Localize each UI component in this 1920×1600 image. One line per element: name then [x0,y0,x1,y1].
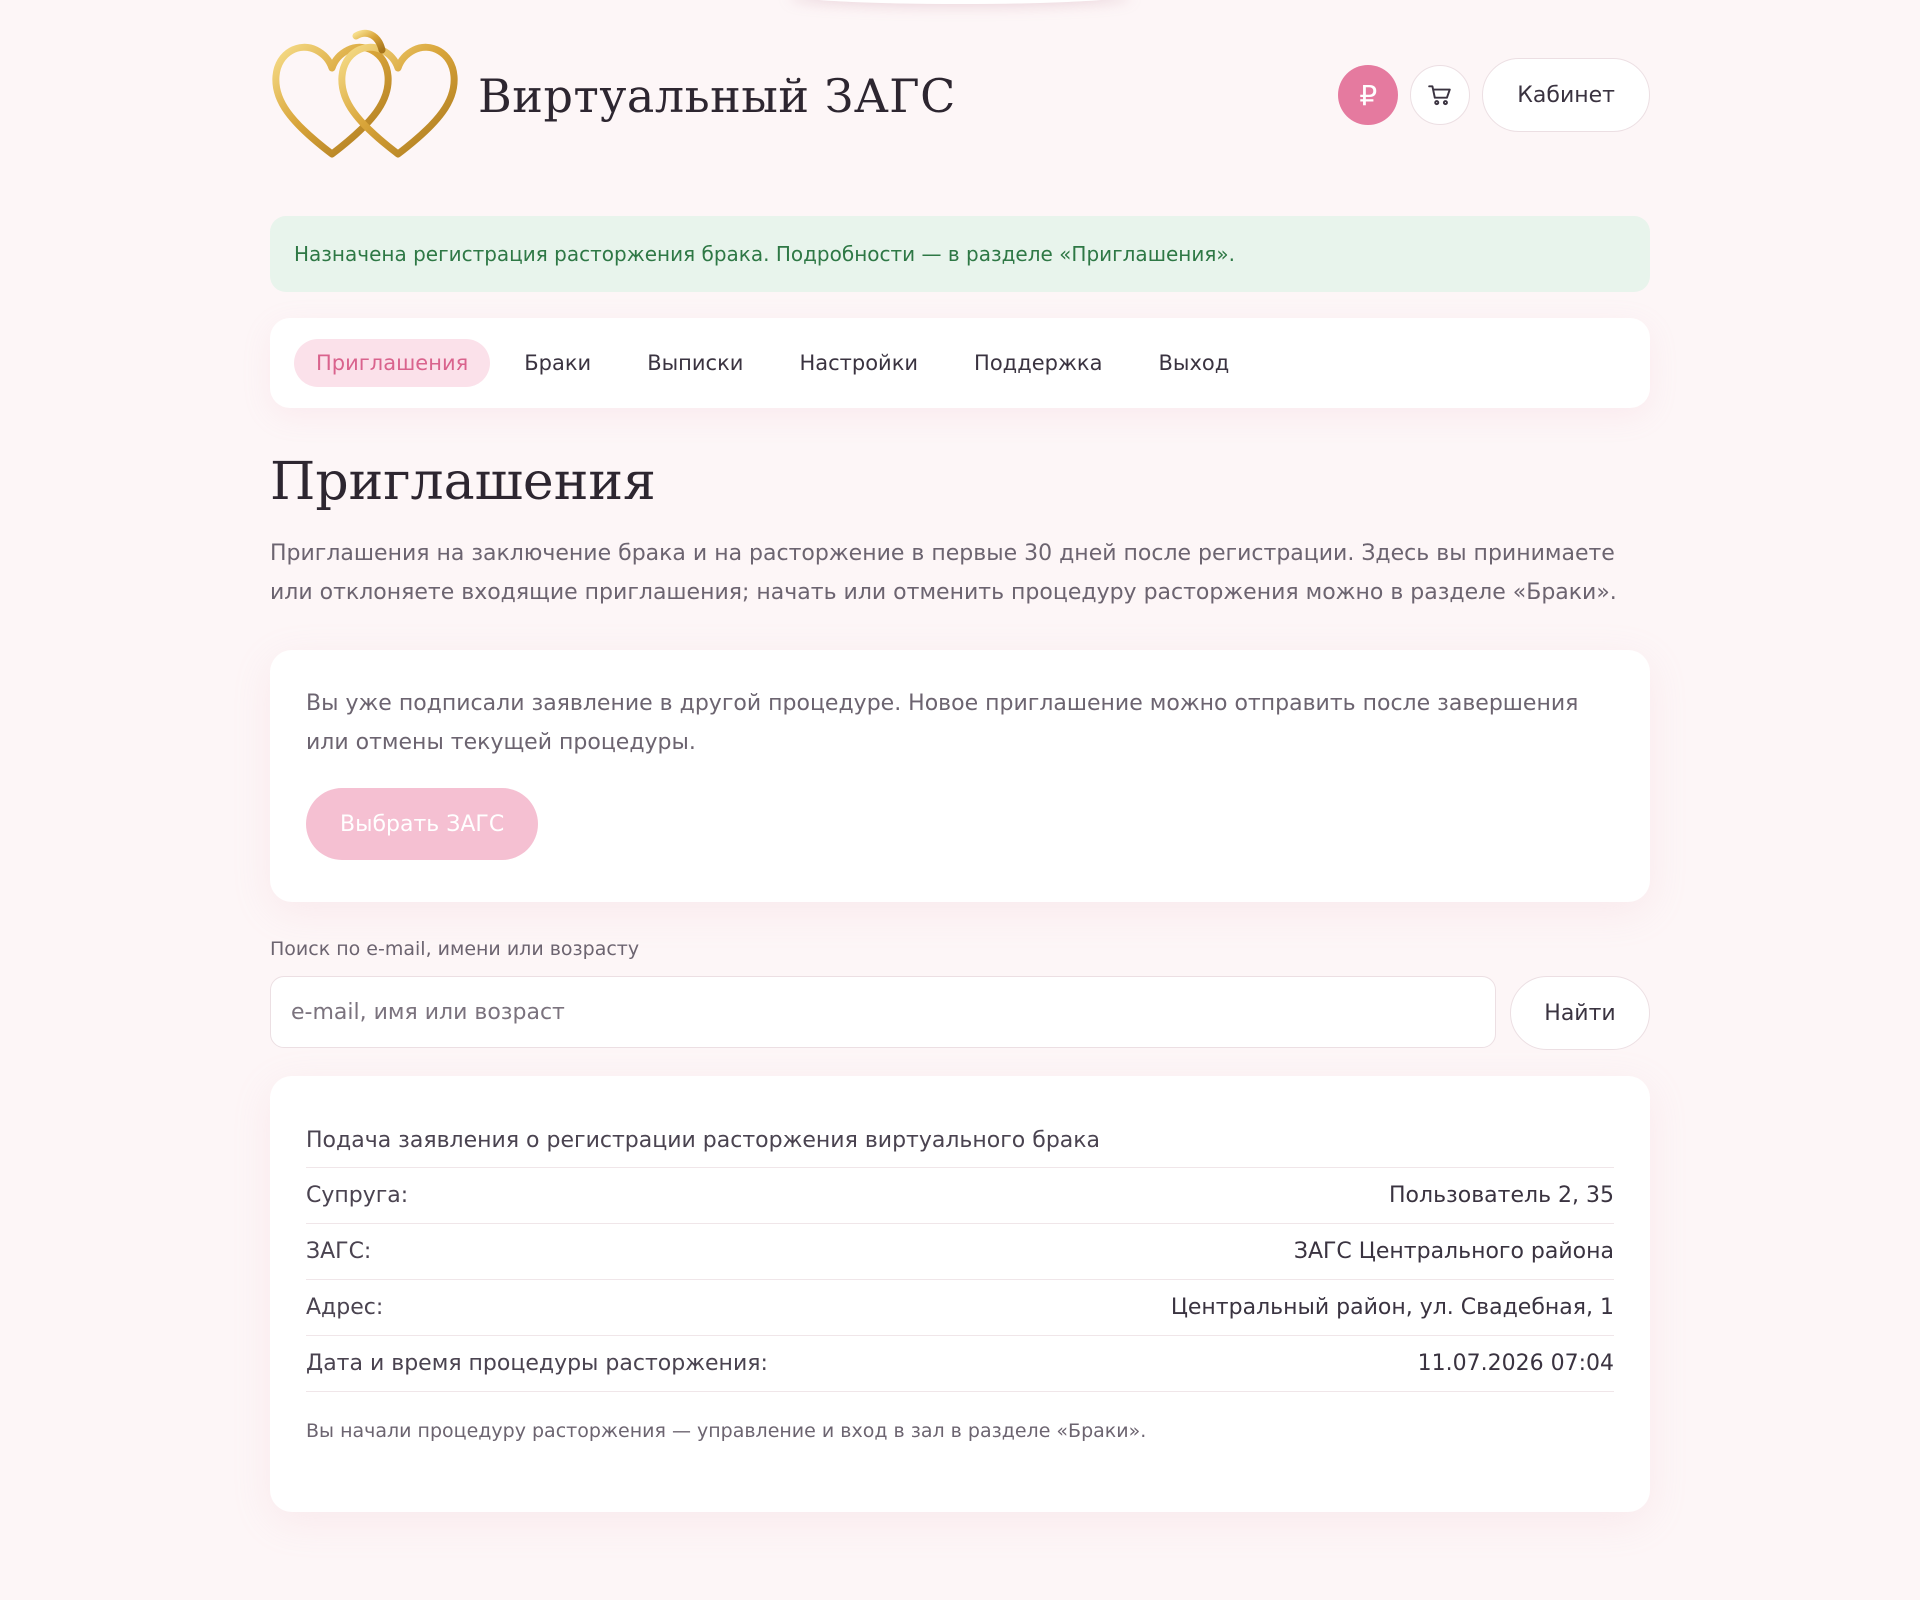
interlocked-hearts-icon [270,26,462,162]
procedure-title: Подача заявления о регистрации расторжения виртуального брака [306,1128,1614,1168]
procedure-row-address [306,1280,1614,1336]
site-header [270,0,1650,200]
info-card [270,650,1650,902]
balance-button[interactable] [1338,65,1398,125]
cart-button[interactable] [1410,65,1470,125]
site-title: Виртуальный ЗАГС [478,69,956,123]
cart-icon [1427,82,1453,108]
nav-item-support[interactable]: Поддержка [974,351,1103,375]
procedure-row-datetime [306,1336,1614,1392]
header-actions [1338,58,1650,132]
row-value: Центральный район, ул. Свадебная, 1 [1170,1295,1614,1320]
row-key: ЗАГС: [306,1239,372,1264]
main-nav [270,318,1650,408]
search-label: Поиск по e-mail, имени или возрасту [270,938,640,960]
row-key: Адрес: [306,1295,384,1320]
procedure-row-spouse [306,1168,1614,1224]
choose-zags-button[interactable]: Выбрать ЗАГС [306,788,538,860]
procedure-card [270,1076,1650,1512]
info-text: Вы уже подписали заявление в другой процедуре. Новое приглашение можно отправить после завершения или отмены текущей процедуры. [306,691,1579,755]
row-value: ЗАГС Центрального района [1293,1239,1614,1264]
nav-item-extracts[interactable]: Выписки [647,351,744,375]
logo[interactable] [270,26,956,162]
alert-text: Назначена регистрация расторжения брака. Подробности — в разделе «Приглашения». [294,242,1235,266]
success-alert [270,216,1650,292]
search-row [270,976,1650,1050]
row-key: Дата и время процедуры расторжения: [306,1351,768,1376]
page-container [270,0,1650,1512]
nav-item-settings[interactable]: Настройки [799,351,919,375]
nav-item-invitations[interactable]: Приглашения [294,339,490,387]
nav-item-logout[interactable]: Выход [1158,351,1230,375]
row-key: Супруга: [306,1183,409,1208]
row-value: 11.07.2026 07:04 [1417,1351,1614,1376]
ruble-icon: ₽ [1359,78,1378,112]
cabinet-button[interactable]: Кабинет [1482,58,1650,132]
procedure-row-zags [306,1224,1614,1280]
row-value: Пользователь 2, 35 [1389,1183,1614,1208]
find-button[interactable]: Найти [1510,976,1650,1050]
page-title: Приглашения [270,452,656,512]
procedure-note: Вы начали процедуру расторжения — управление и вход в зал в разделе «Браки». [306,1420,1147,1442]
page-description: Приглашения на заключение брака и на расторжение в первые 30 дней после регистрации. Здесь вы принимаете или отклоняете входящие приглашения; начать или отменить процедуру расторжения можно в разделе «Браки». [270,541,1617,605]
nav-item-marriages[interactable]: Браки [524,351,592,375]
search-input[interactable] [270,976,1496,1048]
